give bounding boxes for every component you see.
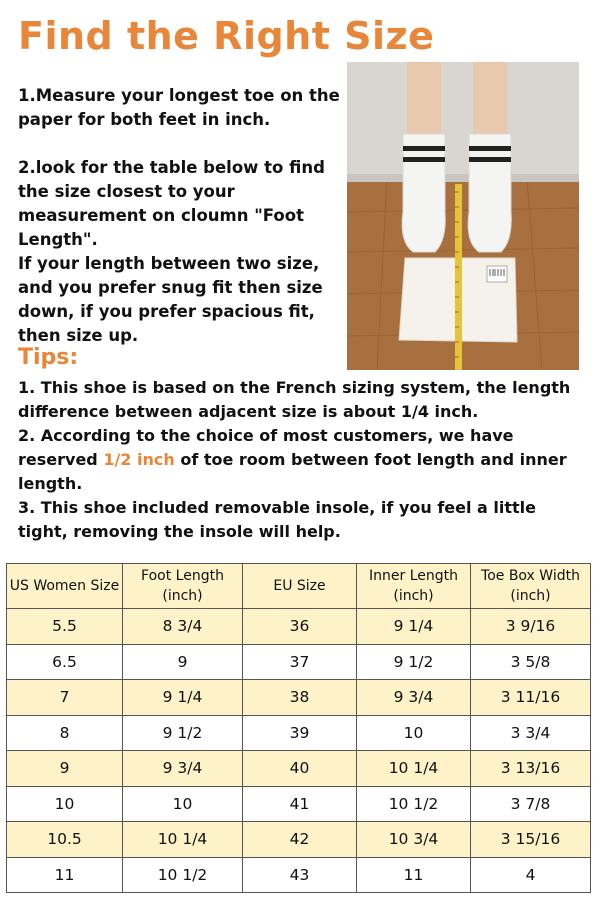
- table-row: [7, 786, 591, 822]
- cell-toe-box-width: 4: [471, 857, 591, 893]
- table-row: [7, 751, 591, 787]
- step-1-text: 1.Measure your longest toe on the paper for both feet in inch.: [18, 86, 340, 129]
- tip-1-text: 1. This shoe is based on the French sizing system, the length difference between adjacent size is about 1/4 inch.: [18, 378, 571, 421]
- header-toe-box-width: Toe Box Width (inch): [471, 564, 591, 609]
- tips-heading: Tips:: [18, 345, 79, 370]
- cell-inner-length: 10 3/4: [357, 822, 471, 858]
- cell-us-size: 8: [7, 715, 123, 751]
- cell-us-size: 10: [7, 786, 123, 822]
- cell-eu-size: 41: [243, 786, 357, 822]
- table-row: [7, 857, 591, 893]
- cell-us-size: 7: [7, 680, 123, 716]
- table-row: [7, 715, 591, 751]
- header-inner-length: Inner Length (inch): [357, 564, 471, 609]
- cell-us-size: 10.5: [7, 822, 123, 858]
- size-chart-table: [6, 563, 591, 893]
- cell-eu-size: 37: [243, 644, 357, 680]
- cell-inner-length: 11: [357, 857, 471, 893]
- cell-inner-length: 9 3/4: [357, 680, 471, 716]
- step-2-text: 2.look for the table below to find the size closest to your measurement on cloumn "Foot Length".: [18, 158, 325, 249]
- cell-toe-box-width: 3 7/8: [471, 786, 591, 822]
- cell-foot-length: 9: [123, 644, 243, 680]
- cell-foot-length: 10 1/2: [123, 857, 243, 893]
- tip-3-text: 3. This shoe included removable insole, if you feel a little tight, removing the insole will help.: [18, 498, 537, 541]
- page-title: Find the Right Size: [18, 14, 435, 58]
- cell-eu-size: 42: [243, 822, 357, 858]
- cell-foot-length: 8 3/4: [123, 609, 243, 645]
- table-row: [7, 822, 591, 858]
- cell-eu-size: 38: [243, 680, 357, 716]
- header-foot-length: Foot Length (inch): [123, 564, 243, 609]
- cell-foot-length: 9 1/4: [123, 680, 243, 716]
- tips-list: [18, 376, 580, 544]
- table-row: [7, 609, 591, 645]
- cell-toe-box-width: 3 9/16: [471, 609, 591, 645]
- cell-inner-length: 9 1/2: [357, 644, 471, 680]
- cell-toe-box-width: 3 13/16: [471, 751, 591, 787]
- cell-eu-size: 36: [243, 609, 357, 645]
- cell-toe-box-width: 3 15/16: [471, 822, 591, 858]
- cell-us-size: 6.5: [7, 644, 123, 680]
- cell-inner-length: 10: [357, 715, 471, 751]
- cell-eu-size: 39: [243, 715, 357, 751]
- table-row: [7, 644, 591, 680]
- tip-2-before: 2. According to the choice of most customers, we have reserved: [18, 426, 514, 469]
- table-header-row: [7, 564, 591, 609]
- feet-measuring-photo: [347, 62, 579, 370]
- cell-inner-length: 10 1/4: [357, 751, 471, 787]
- cell-foot-length: 9 1/2: [123, 715, 243, 751]
- cell-us-size: 5.5: [7, 609, 123, 645]
- cell-foot-length: 10 1/4: [123, 822, 243, 858]
- table-row: [7, 680, 591, 716]
- cell-foot-length: 9 3/4: [123, 751, 243, 787]
- tip-2-highlight: 1/2 inch: [103, 450, 175, 469]
- cell-inner-length: 9 1/4: [357, 609, 471, 645]
- cell-eu-size: 40: [243, 751, 357, 787]
- header-us-women-size: US Women Size: [7, 564, 123, 609]
- tip-2-after: of toe room between foot length and inner length.: [18, 450, 567, 493]
- cell-toe-box-width: 3 11/16: [471, 680, 591, 716]
- cell-inner-length: 10 1/2: [357, 786, 471, 822]
- cell-foot-length: 10: [123, 786, 243, 822]
- cell-us-size: 11: [7, 857, 123, 893]
- header-eu-size: EU Size: [243, 564, 357, 609]
- measure-instructions: [18, 84, 340, 348]
- cell-toe-box-width: 3 5/8: [471, 644, 591, 680]
- step-2-note: If your length between two size, and you prefer snug fit then size down, if you prefer spacious fit, then size up.: [18, 254, 323, 345]
- cell-eu-size: 43: [243, 857, 357, 893]
- cell-us-size: 9: [7, 751, 123, 787]
- cell-toe-box-width: 3 3/4: [471, 715, 591, 751]
- tip-2-text: [18, 424, 580, 496]
